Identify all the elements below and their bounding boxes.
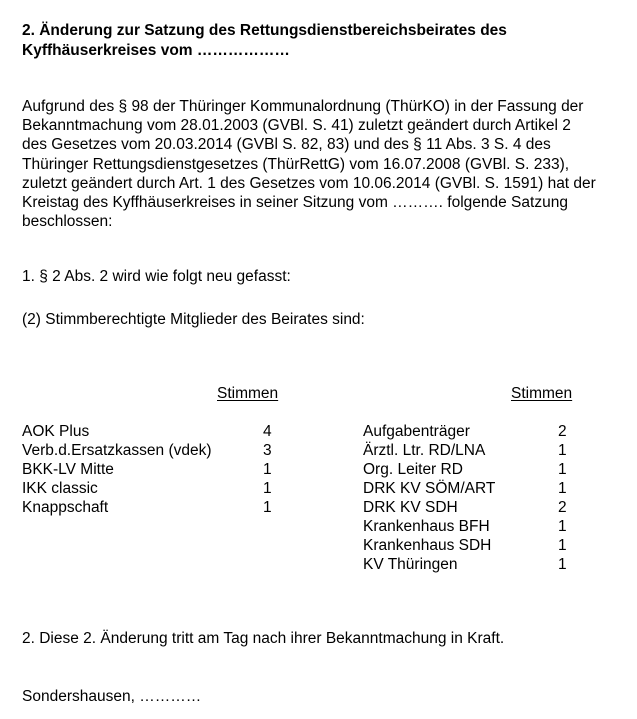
member-votes: 3: [263, 442, 272, 459]
member-votes: 1: [263, 480, 272, 497]
title-line-1: 2. Änderung zur Satzung des Rettungsdienstbereichsbeirates des: [22, 22, 507, 39]
member-name: Aufgabenträger: [363, 423, 470, 440]
preamble-line: des Gesetzes vom 20.03.2014 (GVBl S. 82, 83) und des § 11 Abs. 3 S. 4 des: [22, 136, 551, 154]
member-name: BKK-LV Mitte: [22, 461, 114, 478]
member-votes: 1: [558, 556, 567, 573]
item-2-text: 2. Diese 2. Änderung tritt am Tag nach ihrer Bekanntmachung in Kraft.: [22, 630, 505, 647]
place-date: Sondershausen, …………: [22, 688, 202, 705]
votes-header-right: Stimmen: [511, 385, 573, 402]
preamble-paragraph: [22, 97, 596, 231]
member-name: KV Thüringen: [363, 556, 458, 573]
member-votes: 4: [263, 423, 272, 440]
subclause-text: (2) Stimmberechtigte Mitglieder des Beirates sind:: [22, 311, 365, 328]
member-name: Ärztl. Ltr. RD/LNA: [363, 442, 486, 459]
member-votes: 1: [263, 461, 272, 478]
member-votes: 1: [263, 499, 272, 516]
member-name: Knappschaft: [22, 499, 109, 516]
preamble-line: Bekanntmachung vom 28.01.2003 (GVBl. S. 41) zuletzt geändert durch Artikel 2: [22, 117, 571, 135]
member-name: Org. Leiter RD: [363, 461, 463, 478]
member-name: DRK KV SÖM/ART: [363, 480, 496, 497]
member-name: Verb.d.Ersatzkassen (vdek): [22, 442, 212, 459]
member-votes: 1: [558, 480, 567, 497]
member-name: Krankenhaus BFH: [363, 518, 490, 535]
preamble-line: beschlossen:: [22, 213, 113, 231]
preamble-line: Kreistag des Kyffhäuserkreises in seiner Sitzung vom ………. folgende Satzung: [22, 194, 568, 212]
preamble-line: zuletzt geändert durch Art. 1 des Gesetzes vom 10.06.2014 (GVBl. S. 1591) hat der: [22, 174, 596, 192]
member-votes: 1: [558, 537, 567, 554]
item-1-text: 1. § 2 Abs. 2 wird wie folgt neu gefasst:: [22, 268, 291, 285]
votes-header-left: Stimmen: [217, 385, 279, 402]
member-name: IKK classic: [22, 480, 98, 497]
preamble-line: Thüringer Rettungsdienstgesetzes (ThürRettG) vom 16.07.2008 (GVBl. S. 233),: [22, 155, 570, 173]
member-votes: 1: [558, 461, 567, 478]
member-votes: 1: [558, 518, 567, 535]
member-name: Krankenhaus SDH: [363, 537, 492, 554]
member-votes: 2: [558, 423, 567, 440]
member-votes: 2: [558, 499, 567, 516]
preamble-line: Aufgrund des § 98 der Thüringer Kommunalordnung (ThürKO) in der Fassung der: [22, 98, 584, 115]
member-votes: 1: [558, 442, 567, 459]
member-name: AOK Plus: [22, 423, 90, 440]
title-line-2: Kyffhäuserkreises vom ………………: [22, 42, 290, 59]
document-title: [22, 21, 507, 61]
member-name: DRK KV SDH: [363, 499, 458, 516]
